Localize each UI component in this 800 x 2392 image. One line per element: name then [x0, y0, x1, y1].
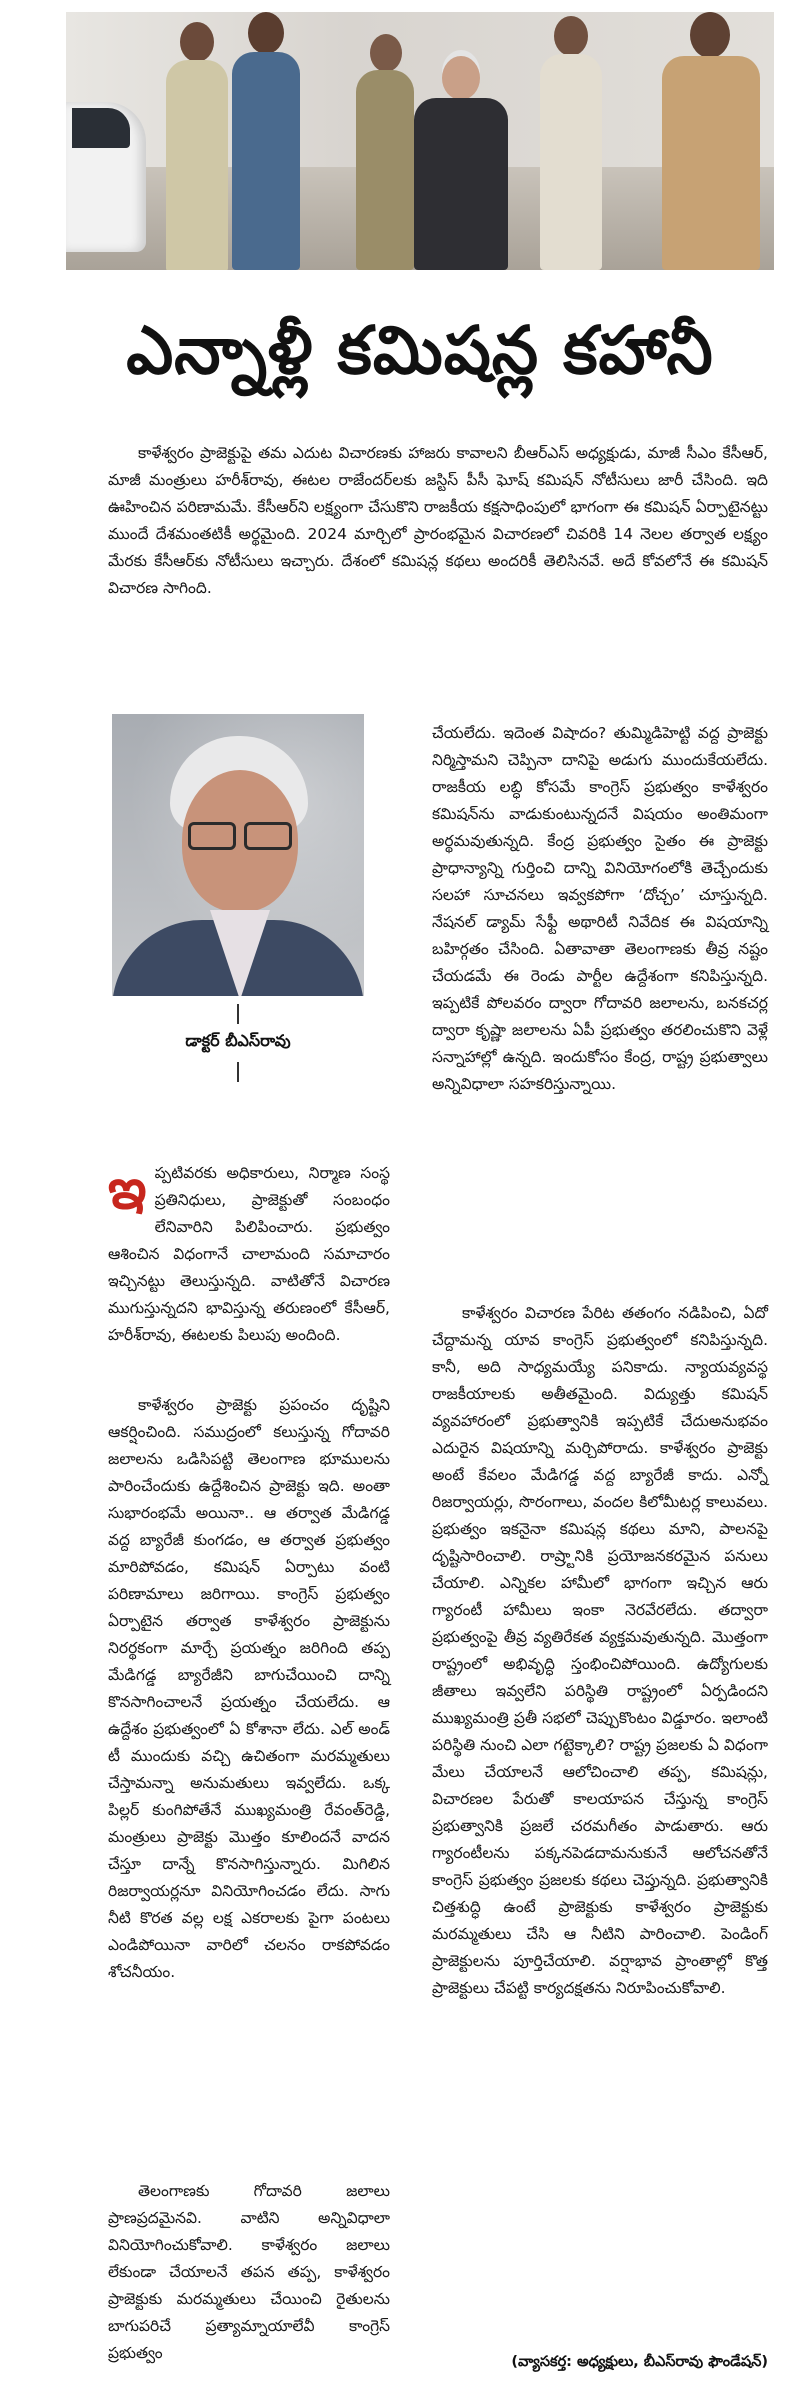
photo-person-1 — [162, 22, 232, 270]
right-paragraph-1: చేయలేదు. ఇదెంత విషాదం? తుమ్మిడిహెట్టి వద్ద ప్రాజెక్టు నిర్మిస్తామని చెప్పినా దానిపై అడుగు ముందుకేయలేదు. రాజకీయ లబ్ధి కోసమే కాంగ్రెస్ ప్రభుత్వం కాళేశ్వరం కమిషన్‌ను వాడుకుంటున్నదనే విషయం అంతిమంగా అర్థమవుతున్నది. కేంద్ర ప్రభుత్వం సైతం ఈ ప్రాజెక్టు ప్రాధాన్యాన్ని గుర్తించి దాన్ని వినియోగంలోకి తెచ్చేందుకు సలహా సూచనలు ఇవ్వకపోగా ‘దోచ్చం’ చూస్తున్నది. నేషనల్ డ్యామ్ సేఫ్టీ అథారిటీ నివేదిక ఈ విషయాన్ని బహిర్గతం చేసింది. ఏతావాతా తెలంగాణకు తీవ్ర నష్టం చేయడమే ఈ రెండు పార్టీల ఉద్దేశంగా కనిపిస్తున్నది. ఇప్పటికే పోలవరం ద్వారా గోదావరి జలాలను, బనకచర్ల ద్వారా కృష్ణా జలాలను ఏపీ ప్రభుత్వం తరలించుకొని వెళ్లే సన్నాహాల్లో ఉన్నది. ఇందుకోసం కేంద్ర, రాష్ట్ర ప్రభుత్వాలు అన్నివిధాలా సహకరిస్తున్నాయి. — [432, 724, 768, 1093]
left-paragraph-1-text: ప్పటివరకు అధికారులు, నిర్మాణ సంస్థ ప్రతినిధులు, ప్రాజెక్టుతో సంబంధం లేనివారిని పిలిపించారు. ప్రభుత్వం ఆశించిన విధంగానే చాలామంది సమాచారం ఇచ్చినట్టు తెలుస్తున్నది. వాటితోనే విచారణ ముగుస్తున్నదని భావిస్తున్న తరుణంలో కేసీఆర్, హరీశ్‌రావు, ఈటలకు పిలుపు అందింది. — [108, 1164, 390, 1344]
intro-paragraph: కాళేశ్వరం ప్రాజెక్టుపై తమ ఎదుట విచారణకు హాజరు కావాలని బీఆర్ఎస్ అధ్యక్షుడు, మాజీ సీఎం కేసీఆర్, మాజీ మంత్రులు హరీశ్‌రావు, ఈటల రాజేందర్‌లకు జస్టిస్ పీసీ ఘోష్ కమిషన్ నోటీసులు జారీ చేసింది. ఇది ఊహించిన పరిణామమే. కేసీఆర్‌ని లక్ష్యంగా చేసుకొని రాజకీయ కక్షసాధింపులో భాగంగా ఈ కమిషన్ ఏర్పాటైనట్టు ముందే దేశమంతటికీ అర్థమైంది. 2024 మార్చిలో ప్రారంభమైన విచారణలో చివరికి 14 నెలల తర్వాత లక్ష్యం మేరకు కేసీఆర్‌కు నోటీసులు ఇచ్చారు. దేశంలో కమిషన్ల కథలు అందరికీ తెలిసినవే. అదే కోవలోనే ఈ కమిషన్ విచారణ సాగింది. — [108, 444, 768, 597]
left-paragraph-2: కాళేశ్వరం ప్రాజెక్టు ప్రపంచం దృష్టిని ఆకర్షించింది. సముద్రంలో కలుస్తున్న గోదావరి జలాలను ఒడిసిపట్టి తెలంగాణ భూములను పారించేందుకు ఉద్దేశించిన ప్రాజెక్టు ఇది. అంతా సుభారంభమే అయినా.. ఆ తర్వాత మేడిగడ్డ వద్ద బ్యారేజీ కుంగడం, ఆ తర్వాత ప్రభుత్వం మారిపోవడం, కమిషన్ ఏర్పాటు వంటి పరిణామాలు జరిగాయి. కాంగ్రెస్ ప్రభుత్వం ఏర్పాటైన తర్వాత కాళేశ్వరం ప్రాజెక్టును నిరర్థకంగా మార్చే ప్రయత్నం జరిగింది తప్ప మేడిగడ్డ బ్యారేజీని బాగుచేయించి దాన్ని కొనసాగించాలనే ప్రయత్నం చేయలేదు. ఆ ఉద్దేశం ప్రభుత్వంలో ఏ కోశానా లేదు. ఎల్ అండ్ టీ ముందుకు వచ్చి ఉచితంగా మరమ్మతులు చేస్తామన్నా అనుమతులు ఇవ్వలేదు. ఒక్క పిల్లర్ కుంగిపోతేనే ముఖ్యమంత్రి రేవంత్‌రెడ్డి, మంత్రులు ప్రాజెక్టు మొత్తం కూలిందనే వాదన చేస్తూ దాన్నే కొనసాగిస్తున్నారు. మిగిలిన రిజర్వాయర్లనూ వినియోగించడం లేదు. సాగు నీటి కొరత వల్ల లక్ష ఎకరాలకు పైగా పంటలు ఎండిపోయినా వారిలో చలనం రాకపోవడం శోచనీయం. — [108, 1396, 390, 1981]
photo-person-6 — [656, 12, 766, 270]
author-divider-bottom — [237, 1062, 239, 1082]
news-photo — [66, 12, 774, 270]
photo-person-4 — [406, 56, 516, 270]
left-paragraph-3: తెలంగాణకు గోదావరి జలాలు ప్రాణప్రదమైనవి. వాటిని అన్నివిధాలా వినియోగించుకోవాలి. కాళేశ్వరం జలాలు లేకుండా చేయాలనే తపన తప్ప, కాళేశ్వరం ప్రాజెక్టుకు మరమ్మతులు చేయించి రైతులను బాగుపరిచే ప్రత్యామ్నాయాలేవీ కాంగ్రెస్ ప్రభుత్వం — [108, 2182, 390, 2362]
author-name: డాక్టర్ బీఎస్‌రావు — [185, 1031, 291, 1050]
left-paragraph-1 — [108, 1157, 390, 1349]
headline: ఎన్నాళ్లీ కమిషన్ల కహానీ — [126, 312, 714, 389]
photo-person-2 — [226, 12, 306, 270]
author-divider-top — [237, 1004, 239, 1024]
author-credit: (వ్యాసకర్త: అధ్యక్షులు, బీఎస్‌రావు ఫౌండేషన్) — [511, 2354, 768, 2370]
dropcap: ఇ — [108, 1157, 147, 1222]
right-paragraph-2: కాళేశ్వరం విచారణ పేరిట తతంగం నడిపించి, ఏదో చేద్దామన్న యావ కాంగ్రెస్ ప్రభుత్వంలో కనిపిస్తున్నది. కానీ, అది సాధ్యమయ్యే పనికాదు. న్యాయవ్యవస్థ రాజకీయాలకు అతీతమైంది. విద్యుత్తు కమిషన్ వ్యవహారంలో ప్రభుత్వానికి ఇప్పటికే చేదుఅనుభవం ఎదురైన విషయాన్ని మర్చిపోరాదు. కాళేశ్వరం ప్రాజెక్టు అంటే కేవలం మేడిగడ్డ వద్ద బ్యారేజీ కాదు. ఎన్నో రిజర్వాయర్లు, సొరంగాలు, వందల కిలోమీటర్ల కాలువలు. ప్రభుత్వం ఇకనైనా కమిషన్ల కథలు మాని, పాలనపై దృష్టిసారించాలి. రాష్ర్టానికి ప్రయోజనకరమైన పనులు చేయాలి. ఎన్నికల హామీలో భాగంగా ఇచ్చిన ఆరు గ్యారంటీ హామీలు ఇంకా నెరవేరలేదు. తద్వారా ప్రభుత్వంపై తీవ్ర వ్యతిరేకత వ్యక్తమవుతున్నది. మొత్తంగా రాష్ట్రంలో అభివృద్ధి స్తంభించిపోయింది. ఉద్యోగులకు జీతాలు ఇవ్వలేని పరిస్థితి రాష్ట్రంలో ఏర్పడిందని ముఖ్యమంత్రి ప్రతీ సభలో చెప్పుకొంటం విడ్డూరం. ఇలాంటి పరిస్థితి నుంచి ఎలా గట్టెక్కాలి? రాష్ట్ర ప్రజలకు ఏ విధంగా మేలు చేయాలనే ఆలోచించాలి తప్ప, కమిషన్లు, విచారణల పేరుతో కాలయాపన చేస్తున్న కాంగ్రెస్ ప్రభుత్వానికి ప్రజలే చరమగీతం పాడుతారు. ఆరు గ్యారంటీలను పక్కనపెడదామనుకునే ఆలోచనతోనే కాంగ్రెస్ ప్రభుత్వం ప్రజలకు కథలు చెప్తున్నది. ప్రభుత్వానికి చిత్తశుద్ధి ఉంటే ప్రాజెక్టుకు కాళేశ్వరం ప్రాజెక్టుకు మరమ్మతులు చేసి ఆ నీటిని పారించాలి. పెండింగ్ ప్రాజెక్టులను పూర్తిచేయాలి. వర్షాభావ ప్రాంతాల్లో కొత్త ప్రాజెక్టులు చేపట్టి కార్యదక్షతను నిరూపించుకోవాలి. — [432, 1304, 768, 1997]
photo-car — [66, 102, 146, 252]
author-photo — [112, 714, 364, 996]
photo-person-5 — [536, 16, 606, 270]
